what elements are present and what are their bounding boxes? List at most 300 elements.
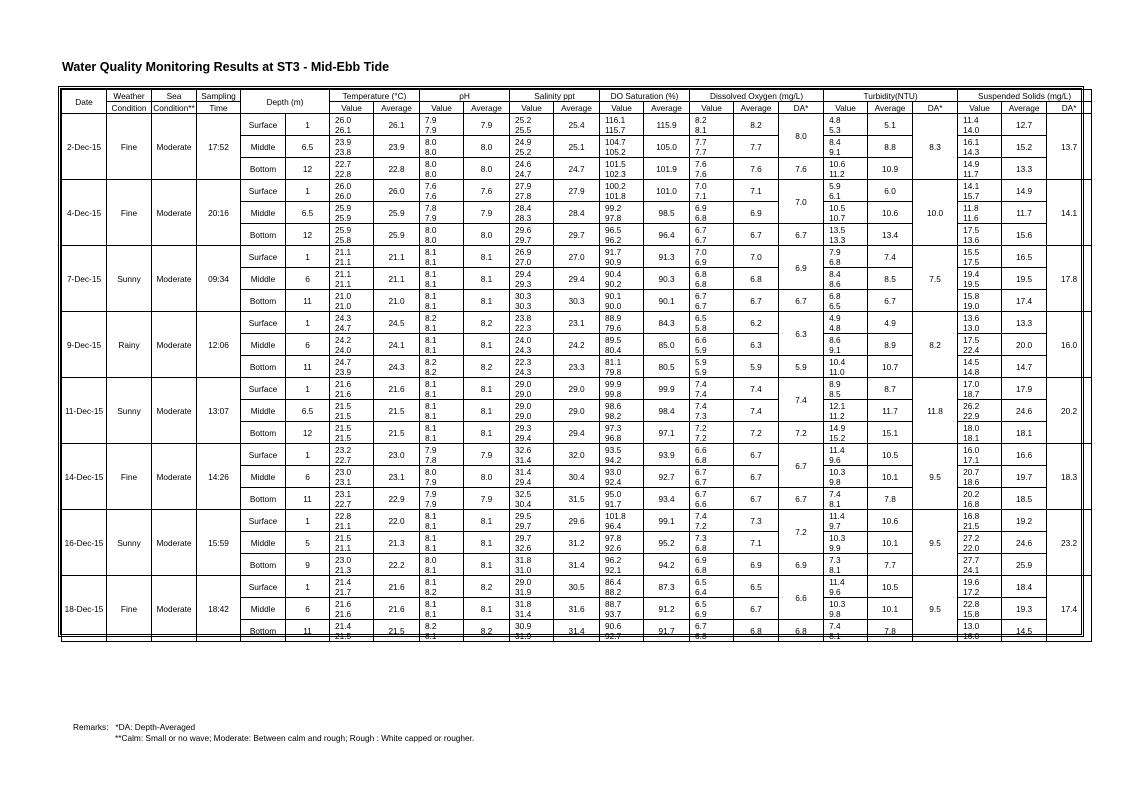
do-saturation-values	[600, 136, 644, 158]
temperature-values-reading: 21.5	[335, 400, 352, 411]
dissolved-oxygen-da-bottom: 7.2	[779, 422, 824, 444]
ph-values-reading: 8.1	[425, 300, 437, 311]
subheader-value: Value	[824, 102, 868, 114]
suspended-solids-values-reading: 16.0	[963, 444, 980, 455]
temperature-values-reading: 23.9	[335, 366, 352, 377]
ph-values-reading: 8.0	[425, 224, 437, 235]
suspended-solids-da: 20.2	[1047, 378, 1092, 444]
temperature-average: 26.1	[374, 114, 420, 136]
depth-value-cell: 11	[286, 620, 330, 642]
ph-values-reading: 8.0	[425, 136, 437, 147]
do-saturation-average: 96.4	[644, 224, 690, 246]
do-saturation-values-reading: 86.4	[605, 576, 622, 587]
ph-values-reading: 8.1	[425, 630, 437, 641]
subheader-value: Value	[690, 102, 734, 114]
ph-values-reading: 7.9	[425, 476, 437, 487]
suspended-solids-values-reading: 16.8	[963, 498, 980, 509]
remarks-sea-condition-note: **Calm: Small or no wave; Moderate: Between calm and rough; Rough : White capped or rougher.	[115, 733, 475, 743]
dissolved-oxygen-values-reading: 7.6	[695, 168, 707, 179]
turbidity-average: 10.6	[868, 510, 913, 532]
temperature-values	[330, 378, 374, 400]
dissolved-oxygen-values-reading: 7.2	[695, 422, 707, 433]
suspended-solids-average: 20.0	[1002, 334, 1047, 356]
depth-value-cell: 6	[286, 334, 330, 356]
dissolved-oxygen-average: 6.7	[734, 224, 779, 246]
ph-values-reading: 8.1	[425, 378, 437, 389]
temperature-values-reading: 21.6	[335, 598, 352, 609]
turbidity-average: 6.0	[868, 180, 913, 202]
do-saturation-values-reading: 93.5	[605, 444, 622, 455]
dissolved-oxygen-values	[690, 290, 734, 312]
ph-average: 8.1	[464, 246, 510, 268]
salinity-average: 29.4	[554, 422, 600, 444]
turbidity-values-reading: 5.9	[829, 180, 841, 191]
turbidity-values	[824, 202, 868, 224]
do-saturation-average: 99.1	[644, 510, 690, 532]
salinity-values	[510, 576, 554, 598]
salinity-average: 31.6	[554, 598, 600, 620]
ph-values	[420, 246, 464, 268]
do-saturation-values	[600, 466, 644, 488]
ph-average: 8.1	[464, 400, 510, 422]
date-cell: 9-Dec-15	[62, 312, 107, 378]
suspended-solids-average: 15.6	[1002, 224, 1047, 246]
do-saturation-values-reading: 100.2	[605, 180, 626, 191]
suspended-solids-average: 13.3	[1002, 312, 1047, 334]
turbidity-values	[824, 444, 868, 466]
dissolved-oxygen-values-reading: 5.8	[695, 322, 707, 333]
depth-value-cell: 6	[286, 268, 330, 290]
depth-level-cell: Bottom	[241, 224, 286, 246]
temperature-values	[330, 114, 374, 136]
temperature-values	[330, 268, 374, 290]
turbidity-values-reading: 8.9	[829, 378, 841, 389]
salinity-values-reading: 31.4	[515, 608, 532, 619]
dissolved-oxygen-values-reading: 6.4	[695, 586, 707, 597]
suspended-solids-values-reading: 19.5	[963, 278, 980, 289]
dissolved-oxygen-values-reading: 6.5	[695, 598, 707, 609]
turbidity-values-reading: 15.2	[829, 432, 846, 443]
turbidity-values-reading: 8.1	[829, 498, 841, 509]
do-saturation-values	[600, 290, 644, 312]
ph-values-reading: 7.9	[425, 498, 437, 509]
temperature-values	[330, 136, 374, 158]
suspended-solids-values-reading: 16.8	[963, 510, 980, 521]
turbidity-da: 7.5	[913, 246, 958, 312]
turbidity-values-reading: 8.4	[829, 268, 841, 279]
salinity-values	[510, 312, 554, 334]
salinity-values	[510, 532, 554, 554]
temperature-average: 24.5	[374, 312, 420, 334]
do-saturation-values-reading: 80.4	[605, 344, 622, 355]
ph-values	[420, 532, 464, 554]
turbidity-values-reading: 9.1	[829, 344, 841, 355]
suspended-solids-values-reading: 18.1	[963, 432, 980, 443]
do-saturation-values-reading: 105.2	[605, 146, 626, 157]
temperature-values	[330, 312, 374, 334]
salinity-average: 30.4	[554, 466, 600, 488]
suspended-solids-average: 11.7	[1002, 202, 1047, 224]
turbidity-values	[824, 158, 868, 180]
salinity-average: 29.6	[554, 510, 600, 532]
do-saturation-average: 91.2	[644, 598, 690, 620]
do-saturation-values-reading: 93.7	[605, 608, 622, 619]
temperature-values-reading: 21.1	[335, 256, 352, 267]
salinity-values	[510, 224, 554, 246]
ph-values-reading: 8.2	[425, 620, 437, 631]
ph-values-reading: 8.1	[425, 564, 437, 575]
turbidity-average: 5.1	[868, 114, 913, 136]
sampling-time-cell: 18:42	[197, 576, 241, 642]
temperature-average: 21.6	[374, 598, 420, 620]
turbidity-average: 7.4	[868, 246, 913, 268]
temperature-values-reading: 21.5	[335, 432, 352, 443]
do-saturation-values-reading: 102.3	[605, 168, 626, 179]
salinity-values-reading: 29.0	[515, 576, 532, 587]
temperature-average: 21.6	[374, 576, 420, 598]
ph-average: 8.2	[464, 312, 510, 334]
salinity-values-reading: 24.7	[515, 168, 532, 179]
sea-condition-cell: Moderate	[152, 378, 197, 444]
salinity-values-reading: 24.0	[515, 334, 532, 345]
suspended-solids-average: 19.2	[1002, 510, 1047, 532]
temperature-values	[330, 444, 374, 466]
suspended-solids-values	[958, 246, 1002, 268]
sampling-time-cell: 09:34	[197, 246, 241, 312]
table-row	[62, 576, 1092, 598]
do-saturation-values	[600, 378, 644, 400]
turbidity-average: 10.5	[868, 576, 913, 598]
do-saturation-values-reading: 101.8	[605, 510, 626, 521]
do-saturation-values-reading: 89.5	[605, 334, 622, 345]
do-saturation-values-reading: 90.2	[605, 278, 622, 289]
do-saturation-average: 80.5	[644, 356, 690, 378]
dissolved-oxygen-values	[690, 224, 734, 246]
suspended-solids-values-reading: 17.1	[963, 454, 980, 465]
salinity-average: 30.5	[554, 576, 600, 598]
salinity-values-reading: 31.4	[515, 454, 532, 465]
salinity-values	[510, 202, 554, 224]
depth-value-cell: 12	[286, 422, 330, 444]
depth-value-cell: 6.5	[286, 400, 330, 422]
weather-cell: Fine	[107, 114, 152, 180]
do-saturation-values-reading: 88.9	[605, 312, 622, 323]
temperature-values	[330, 488, 374, 510]
dissolved-oxygen-da: 7.2	[779, 510, 824, 554]
sampling-time-cell: 12:06	[197, 312, 241, 378]
suspended-solids-average: 14.9	[1002, 180, 1047, 202]
dissolved-oxygen-values	[690, 422, 734, 444]
turbidity-values-reading: 8.4	[829, 136, 841, 147]
turbidity-values-reading: 14.9	[829, 422, 846, 433]
salinity-values	[510, 290, 554, 312]
temperature-average: 26.0	[374, 180, 420, 202]
suspended-solids-values-reading: 13.0	[963, 322, 980, 333]
turbidity-values-reading: 4.8	[829, 322, 841, 333]
temperature-average: 22.8	[374, 158, 420, 180]
dissolved-oxygen-values-reading: 6.7	[695, 300, 707, 311]
ph-values	[420, 554, 464, 576]
suspended-solids-values	[958, 422, 1002, 444]
subheader-average: Average	[868, 102, 913, 114]
dissolved-oxygen-values-reading: 6.6	[695, 334, 707, 345]
suspended-solids-values-reading: 17.5	[963, 256, 980, 267]
suspended-solids-values	[958, 136, 1002, 158]
table-row	[62, 312, 1092, 334]
dissolved-oxygen-values-reading: 6.5	[695, 576, 707, 587]
suspended-solids-average: 17.4	[1002, 290, 1047, 312]
temperature-values-reading: 24.7	[335, 356, 352, 367]
temperature-values-reading: 21.1	[335, 268, 352, 279]
salinity-average: 30.3	[554, 290, 600, 312]
ph-values	[420, 576, 464, 598]
temperature-values-reading: 22.7	[335, 454, 352, 465]
temperature-values-reading: 21.1	[335, 278, 352, 289]
turbidity-values	[824, 334, 868, 356]
salinity-values	[510, 136, 554, 158]
turbidity-average: 8.7	[868, 378, 913, 400]
salinity-average: 27.0	[554, 246, 600, 268]
dissolved-oxygen-da: 7.0	[779, 180, 824, 224]
temperature-values	[330, 158, 374, 180]
dissolved-oxygen-values	[690, 444, 734, 466]
subheader-average: Average	[464, 102, 510, 114]
turbidity-values-reading: 8.1	[829, 630, 841, 641]
dissolved-oxygen-values-reading: 7.7	[695, 146, 707, 157]
header-weather: Weather	[107, 90, 152, 102]
salinity-average: 24.2	[554, 334, 600, 356]
temperature-values	[330, 598, 374, 620]
do-saturation-values-reading: 97.8	[605, 532, 622, 543]
turbidity-da: 10.0	[913, 180, 958, 246]
salinity-average: 31.2	[554, 532, 600, 554]
salinity-average: 31.4	[554, 554, 600, 576]
turbidity-values-reading: 13.5	[829, 224, 846, 235]
salinity-values-reading: 29.4	[515, 432, 532, 443]
temperature-average: 24.1	[374, 334, 420, 356]
do-saturation-values-reading: 99.2	[605, 202, 622, 213]
do-saturation-average: 84.3	[644, 312, 690, 334]
suspended-solids-average: 13.3	[1002, 158, 1047, 180]
do-saturation-values	[600, 180, 644, 202]
ph-average: 8.0	[464, 224, 510, 246]
temperature-values-reading: 21.5	[335, 532, 352, 543]
do-saturation-values	[600, 598, 644, 620]
suspended-solids-values-reading: 16.1	[963, 136, 980, 147]
dissolved-oxygen-da: 6.9	[779, 246, 824, 290]
temperature-values-reading: 21.1	[335, 246, 352, 257]
ph-values-reading: 8.1	[425, 400, 437, 411]
ph-values-reading: 7.8	[425, 202, 437, 213]
dissolved-oxygen-values	[690, 466, 734, 488]
weather-cell: Sunny	[107, 510, 152, 576]
ph-values-reading: 8.1	[425, 268, 437, 279]
suspended-solids-average: 14.7	[1002, 356, 1047, 378]
dissolved-oxygen-values-reading: 7.3	[695, 410, 707, 421]
salinity-values	[510, 400, 554, 422]
turbidity-average: 11.7	[868, 400, 913, 422]
dissolved-oxygen-da-bottom: 5.9	[779, 356, 824, 378]
temperature-values-reading: 21.5	[335, 630, 352, 641]
header-sea-condition: Condition**	[153, 102, 195, 113]
do-saturation-average: 92.7	[644, 466, 690, 488]
dissolved-oxygen-values-reading: 5.9	[695, 344, 707, 355]
do-saturation-values-reading: 97.3	[605, 422, 622, 433]
do-saturation-values	[600, 268, 644, 290]
suspended-solids-values-reading: 13.6	[963, 234, 980, 245]
suspended-solids-values-reading: 27.2	[963, 532, 980, 543]
salinity-average: 29.0	[554, 400, 600, 422]
do-saturation-values	[600, 620, 644, 642]
depth-level-cell: Middle	[241, 532, 286, 554]
date-cell: 2-Dec-15	[62, 114, 107, 180]
suspended-solids-da: 17.8	[1047, 246, 1092, 312]
dissolved-oxygen-average: 6.2	[734, 312, 779, 334]
ph-values-reading: 8.1	[425, 576, 437, 587]
suspended-solids-values-reading: 21.5	[963, 520, 980, 531]
ph-values-reading: 7.6	[425, 180, 437, 191]
depth-value-cell: 9	[286, 554, 330, 576]
temperature-values-reading: 25.9	[335, 202, 352, 213]
suspended-solids-values	[958, 554, 1002, 576]
salinity-values-reading: 24.3	[515, 366, 532, 377]
depth-level-cell: Surface	[241, 378, 286, 400]
weather-cell: Fine	[107, 576, 152, 642]
temperature-values-reading: 22.8	[335, 510, 352, 521]
do-saturation-values	[600, 532, 644, 554]
salinity-average: 27.9	[554, 180, 600, 202]
remarks-label: Remarks:	[73, 722, 109, 732]
dissolved-oxygen-values-reading: 6.7	[695, 620, 707, 631]
dissolved-oxygen-values-reading: 6.7	[695, 290, 707, 301]
turbidity-values-reading: 4.8	[829, 114, 841, 125]
turbidity-values-reading: 11.4	[829, 510, 845, 521]
temperature-values-reading: 22.7	[335, 498, 352, 509]
temperature-values	[330, 290, 374, 312]
suspended-solids-values-reading: 27.7	[963, 554, 980, 565]
salinity-average: 29.7	[554, 224, 600, 246]
suspended-solids-values-reading: 22.0	[963, 542, 980, 553]
ph-average: 8.1	[464, 510, 510, 532]
turbidity-average: 6.7	[868, 290, 913, 312]
dissolved-oxygen-values-reading: 8.1	[695, 124, 707, 135]
dissolved-oxygen-average: 7.1	[734, 532, 779, 554]
turbidity-average: 10.1	[868, 532, 913, 554]
suspended-solids-da: 18.3	[1047, 444, 1092, 510]
turbidity-values	[824, 224, 868, 246]
suspended-solids-values	[958, 510, 1002, 532]
ph-values	[420, 312, 464, 334]
suspended-solids-average: 19.5	[1002, 268, 1047, 290]
ph-values-reading: 7.9	[425, 444, 437, 455]
do-saturation-values-reading: 99.9	[605, 378, 622, 389]
results-body	[62, 114, 1092, 642]
suspended-solids-values	[958, 114, 1002, 136]
suspended-solids-values-reading: 16.0	[963, 630, 980, 641]
dissolved-oxygen-average: 7.3	[734, 510, 779, 532]
subheader-average: Average	[734, 102, 779, 114]
temperature-average: 23.9	[374, 136, 420, 158]
ph-values	[420, 620, 464, 642]
do-saturation-values	[600, 576, 644, 598]
ph-values-reading: 7.8	[425, 454, 437, 465]
dissolved-oxygen-da-bottom: 7.6	[779, 158, 824, 180]
depth-level-cell: Surface	[241, 510, 286, 532]
salinity-average: 31.4	[554, 620, 600, 642]
dissolved-oxygen-values-reading: 6.8	[695, 542, 707, 553]
turbidity-average: 7.8	[868, 620, 913, 642]
turbidity-values-reading: 10.3	[829, 532, 846, 543]
do-saturation-average: 101.0	[644, 180, 690, 202]
header-do-saturation: DO Saturation (%)	[600, 90, 690, 102]
ph-values	[420, 202, 464, 224]
salinity-values	[510, 488, 554, 510]
depth-level-cell: Middle	[241, 334, 286, 356]
turbidity-average: 15.1	[868, 422, 913, 444]
suspended-solids-values-reading: 14.5	[963, 356, 980, 367]
suspended-solids-average: 18.5	[1002, 488, 1047, 510]
dissolved-oxygen-values-reading: 6.9	[695, 554, 707, 565]
turbidity-values-reading: 6.8	[829, 256, 841, 267]
dissolved-oxygen-da-bottom: 6.9	[779, 554, 824, 576]
salinity-values-reading: 27.8	[515, 190, 532, 201]
turbidity-average: 8.5	[868, 268, 913, 290]
dissolved-oxygen-values-reading: 8.2	[695, 114, 707, 125]
do-saturation-average: 90.3	[644, 268, 690, 290]
suspended-solids-values	[958, 488, 1002, 510]
turbidity-values	[824, 312, 868, 334]
turbidity-average: 8.8	[868, 136, 913, 158]
temperature-values	[330, 202, 374, 224]
ph-average: 8.1	[464, 554, 510, 576]
dissolved-oxygen-average: 6.9	[734, 554, 779, 576]
table-row	[62, 180, 1092, 202]
dissolved-oxygen-values-reading: 6.8	[695, 268, 707, 279]
ph-values-reading: 7.9	[425, 114, 437, 125]
turbidity-da: 9.5	[913, 510, 958, 576]
dissolved-oxygen-values-reading: 6.8	[695, 630, 707, 641]
depth-value-cell: 1	[286, 576, 330, 598]
temperature-average: 21.3	[374, 532, 420, 554]
suspended-solids-values-reading: 18.6	[963, 476, 980, 487]
do-saturation-values-reading: 96.5	[605, 224, 622, 235]
dissolved-oxygen-average: 6.7	[734, 466, 779, 488]
weather-cell: Fine	[107, 180, 152, 246]
ph-values-reading: 8.0	[425, 158, 437, 169]
do-saturation-values-reading: 88.2	[605, 586, 622, 597]
suspended-solids-values-reading: 15.5	[963, 246, 980, 257]
ph-average: 8.2	[464, 620, 510, 642]
temperature-values-reading: 24.7	[335, 322, 352, 333]
dissolved-oxygen-values	[690, 158, 734, 180]
suspended-solids-average: 24.6	[1002, 400, 1047, 422]
ph-values-reading: 8.1	[425, 322, 437, 333]
dissolved-oxygen-values-reading: 6.7	[695, 488, 707, 499]
dissolved-oxygen-average: 7.2	[734, 422, 779, 444]
depth-value-cell: 1	[286, 444, 330, 466]
dissolved-oxygen-values-reading: 6.7	[695, 234, 707, 245]
temperature-values-reading: 23.8	[335, 146, 352, 157]
dissolved-oxygen-values	[690, 576, 734, 598]
turbidity-values-reading: 8.6	[829, 278, 841, 289]
salinity-values	[510, 598, 554, 620]
do-saturation-values	[600, 356, 644, 378]
ph-values-reading: 8.0	[425, 234, 437, 245]
dissolved-oxygen-values	[690, 180, 734, 202]
turbidity-da: 8.3	[913, 114, 958, 180]
dissolved-oxygen-da: 6.6	[779, 576, 824, 620]
salinity-values-reading: 31.0	[515, 564, 532, 575]
